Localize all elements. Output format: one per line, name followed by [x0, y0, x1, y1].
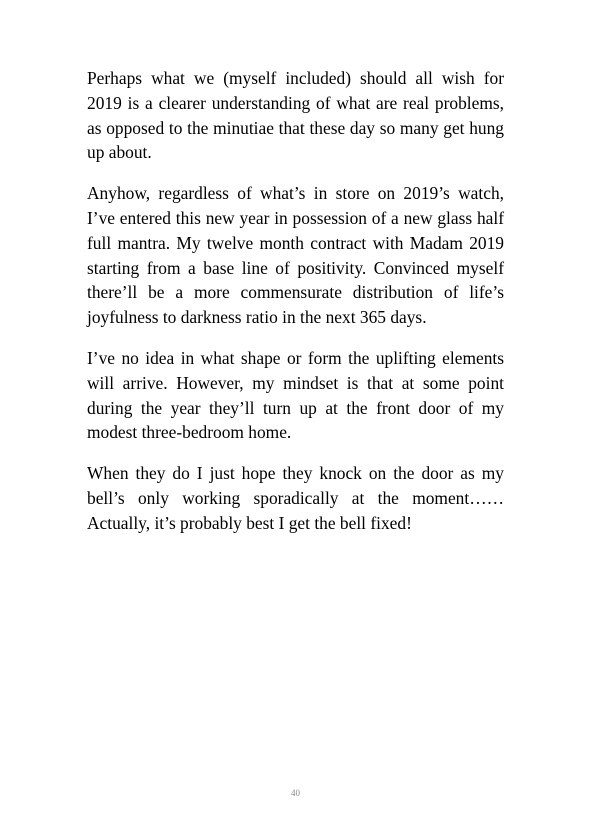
page-number: 40	[291, 788, 300, 798]
paragraph-3: I’ve no idea in what shape or form the uplifting elements will arrive. However, my mindset is that at some point during the year they’ll turn up at the front door of my modest three-bedroom home.	[87, 347, 504, 443]
paragraph-1: Perhaps what we (myself included) should all wish for 2019 is a clearer understanding of what are real problems, as opposed to the minutiae that these day so many get hung up about.	[87, 68, 504, 163]
body-text	[87, 66, 504, 552]
paragraph-4: When they do I just hope they knock on the door as my bell’s only working sporadically at the moment…… Actually, it’s probably best I get the bell fixed!	[87, 463, 504, 533]
paragraph-2: Anyhow, regardless of what’s in store on 2019’s watch, I’ve entered this new year in possession of a new glass half full mantra. My twelve month contract with Madam 2019 starting from a base line of positivity. Convinced myself there’ll be a more commensurate distribution of life’s joyfulness to darkness ratio in the next 365 days.	[87, 183, 504, 328]
